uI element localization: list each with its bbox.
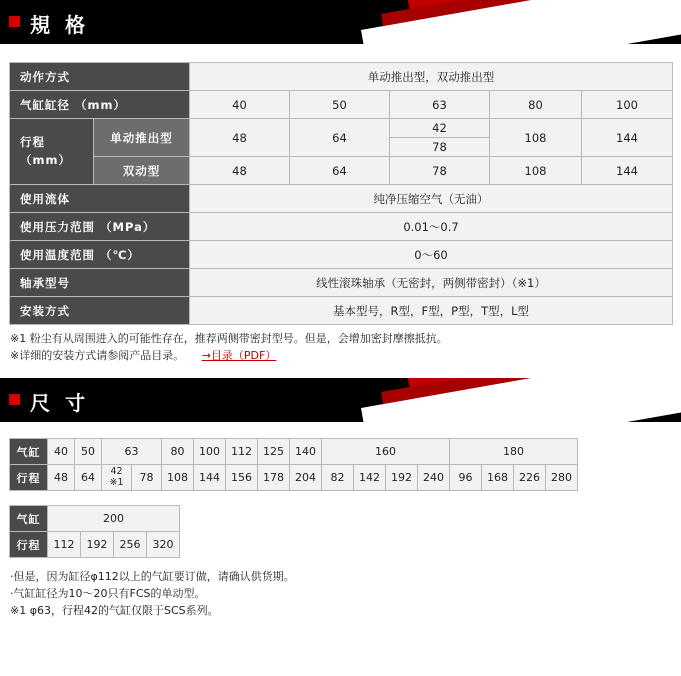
row-label-stroke-line1: 行程: [20, 135, 45, 150]
stroke-cell-63-value: 42: [110, 465, 123, 477]
stroke-single-value: 108: [490, 119, 582, 157]
table-row-stroke: [10, 465, 578, 491]
table-row-stroke: [10, 532, 180, 558]
stroke-cell: 64: [75, 465, 102, 491]
stroke-cell: 240: [418, 465, 450, 491]
stroke-single-value: 48: [190, 119, 290, 157]
dimension-table-secondary: [9, 505, 180, 558]
stroke-cell: 226: [514, 465, 546, 491]
stroke-cell-63-footnote: ※1: [109, 476, 124, 488]
stroke-cell: 96: [450, 465, 482, 491]
row-label-cylinder: 气缸: [10, 506, 48, 532]
dimension-note-3: ※1 φ63，行程42的气缸仅限于SCS系列。: [10, 604, 219, 618]
spec-section-title: 規 格: [30, 13, 89, 37]
row-label-stroke: 行程: [10, 465, 48, 491]
table-row-temperature: [10, 241, 673, 269]
row-label-pressure: 使用压力范围 （MPa）: [10, 213, 190, 241]
cylinder-cell: 112: [226, 439, 258, 465]
bore-value: 50: [290, 91, 390, 119]
spec-notes: [0, 325, 681, 364]
dimension-section-title: 尺 寸: [30, 391, 89, 415]
catalog-pdf-link[interactable]: →目录（PDF）: [201, 348, 277, 362]
row-label-action: 动作方式: [10, 63, 190, 91]
row-label-temperature: 使用温度范围 （℃）: [10, 241, 190, 269]
cylinder-cell: 200: [48, 506, 180, 532]
row-label-bore: 气缸缸径 （mm）: [10, 91, 190, 119]
row-value-bearing: 线性滚珠轴承（无密封，两侧带密封）（※1）: [190, 269, 673, 297]
dimension-table-2-container: [0, 491, 681, 558]
row-label-cylinder: 气缸: [10, 439, 48, 465]
cylinder-cell: 140: [290, 439, 322, 465]
cylinder-cell: 40: [48, 439, 75, 465]
table-row-cylinder: [10, 506, 180, 532]
stroke-cell: 192: [386, 465, 418, 491]
stroke-cell: 112: [48, 532, 81, 558]
table-row-fluid: [10, 185, 673, 213]
banner-bullet-square: [9, 394, 20, 405]
row-value-pressure: 0.01～0.7: [190, 213, 673, 241]
stroke-cell: 280: [546, 465, 578, 491]
table-row-mounting: [10, 297, 673, 325]
stroke-double-value: 48: [190, 157, 290, 185]
dimension-note-1: ‧但是，因为缸径φ112以上的气缸要订做，请确认供货期。: [10, 570, 295, 583]
cylinder-cell: 160: [322, 439, 450, 465]
stroke-cell: 78: [132, 465, 162, 491]
dimension-note-2: ‧气缸缸径为10～20只有FCS的单动型。: [10, 587, 206, 601]
cylinder-cell: 100: [194, 439, 226, 465]
row-value-temperature: 0～60: [190, 241, 673, 269]
row-label-mounting: 安装方式: [10, 297, 190, 325]
bore-value: 80: [490, 91, 582, 119]
table-row-bearing: [10, 269, 673, 297]
row-label-stroke: 行程: [10, 532, 48, 558]
dimension-table-1-container: [0, 422, 681, 491]
stroke-cell: 178: [258, 465, 290, 491]
stroke-cell: 320: [147, 532, 180, 558]
stroke-cell: 48: [48, 465, 75, 491]
row-label-fluid: 使用流体: [10, 185, 190, 213]
dimension-notes: [0, 558, 681, 619]
row-label-stroke-line2: （mm）: [20, 152, 71, 167]
spec-section-banner: [0, 0, 681, 44]
cylinder-cell: 50: [75, 439, 102, 465]
row-label-stroke-single: 单动推出型: [94, 119, 190, 157]
table-row-bore: [10, 91, 673, 119]
table-row-pressure: [10, 213, 673, 241]
stroke-single-value: 64: [290, 119, 390, 157]
stroke-cell: 192: [81, 532, 114, 558]
table-row-cylinder: [10, 439, 578, 465]
spec-table-container: [0, 44, 681, 325]
stroke-cell: 156: [226, 465, 258, 491]
table-row-stroke-single-a: [10, 119, 673, 138]
spec-note-1: ※1 粉尘有从周围进入的可能性存在，推荐两侧带密封型号。但是，会增加密封摩擦抵抗。: [10, 332, 448, 345]
row-label-stroke-double: 双动型: [94, 157, 190, 185]
row-label-bearing: 轴承型号: [10, 269, 190, 297]
row-value-action: 单动推出型，双动推出型: [190, 63, 673, 91]
bore-value: 100: [582, 91, 673, 119]
banner-bullet-square: [9, 16, 20, 27]
stroke-cell: 256: [114, 532, 147, 558]
stroke-cell: 144: [194, 465, 226, 491]
stroke-cell: 108: [162, 465, 194, 491]
stroke-single-value: 144: [582, 119, 673, 157]
stroke-single-value-63b: 78: [390, 138, 490, 157]
spec-note-2: [10, 348, 671, 365]
cylinder-cell: 63: [102, 439, 162, 465]
stroke-cell: 142: [354, 465, 386, 491]
row-label-stroke: [10, 119, 94, 185]
stroke-double-value: 64: [290, 157, 390, 185]
cylinder-cell: 125: [258, 439, 290, 465]
dimension-section-banner: [0, 378, 681, 422]
cylinder-cell: 180: [450, 439, 578, 465]
stroke-double-value: 108: [490, 157, 582, 185]
row-value-fluid: 纯净压缩空气（无油）: [190, 185, 673, 213]
row-value-mounting: 基本型号，R型，F型，P型，T型，L型: [190, 297, 673, 325]
cylinder-cell: 80: [162, 439, 194, 465]
stroke-double-value: 78: [390, 157, 490, 185]
bore-value: 40: [190, 91, 290, 119]
stroke-cell: 204: [290, 465, 322, 491]
dimension-table-primary: [9, 438, 578, 491]
specification-table: [9, 62, 673, 325]
stroke-cell-63-note: [102, 465, 132, 491]
stroke-cell: 82: [322, 465, 354, 491]
stroke-cell: 168: [482, 465, 514, 491]
stroke-single-value-63a: 42: [390, 119, 490, 138]
table-row-stroke-double: [10, 157, 673, 185]
stroke-double-value: 144: [582, 157, 673, 185]
bore-value: 63: [390, 91, 490, 119]
table-row-action: [10, 63, 673, 91]
spec-note-2-text: ※详细的安装方式请参阅产品目录。: [10, 348, 185, 362]
